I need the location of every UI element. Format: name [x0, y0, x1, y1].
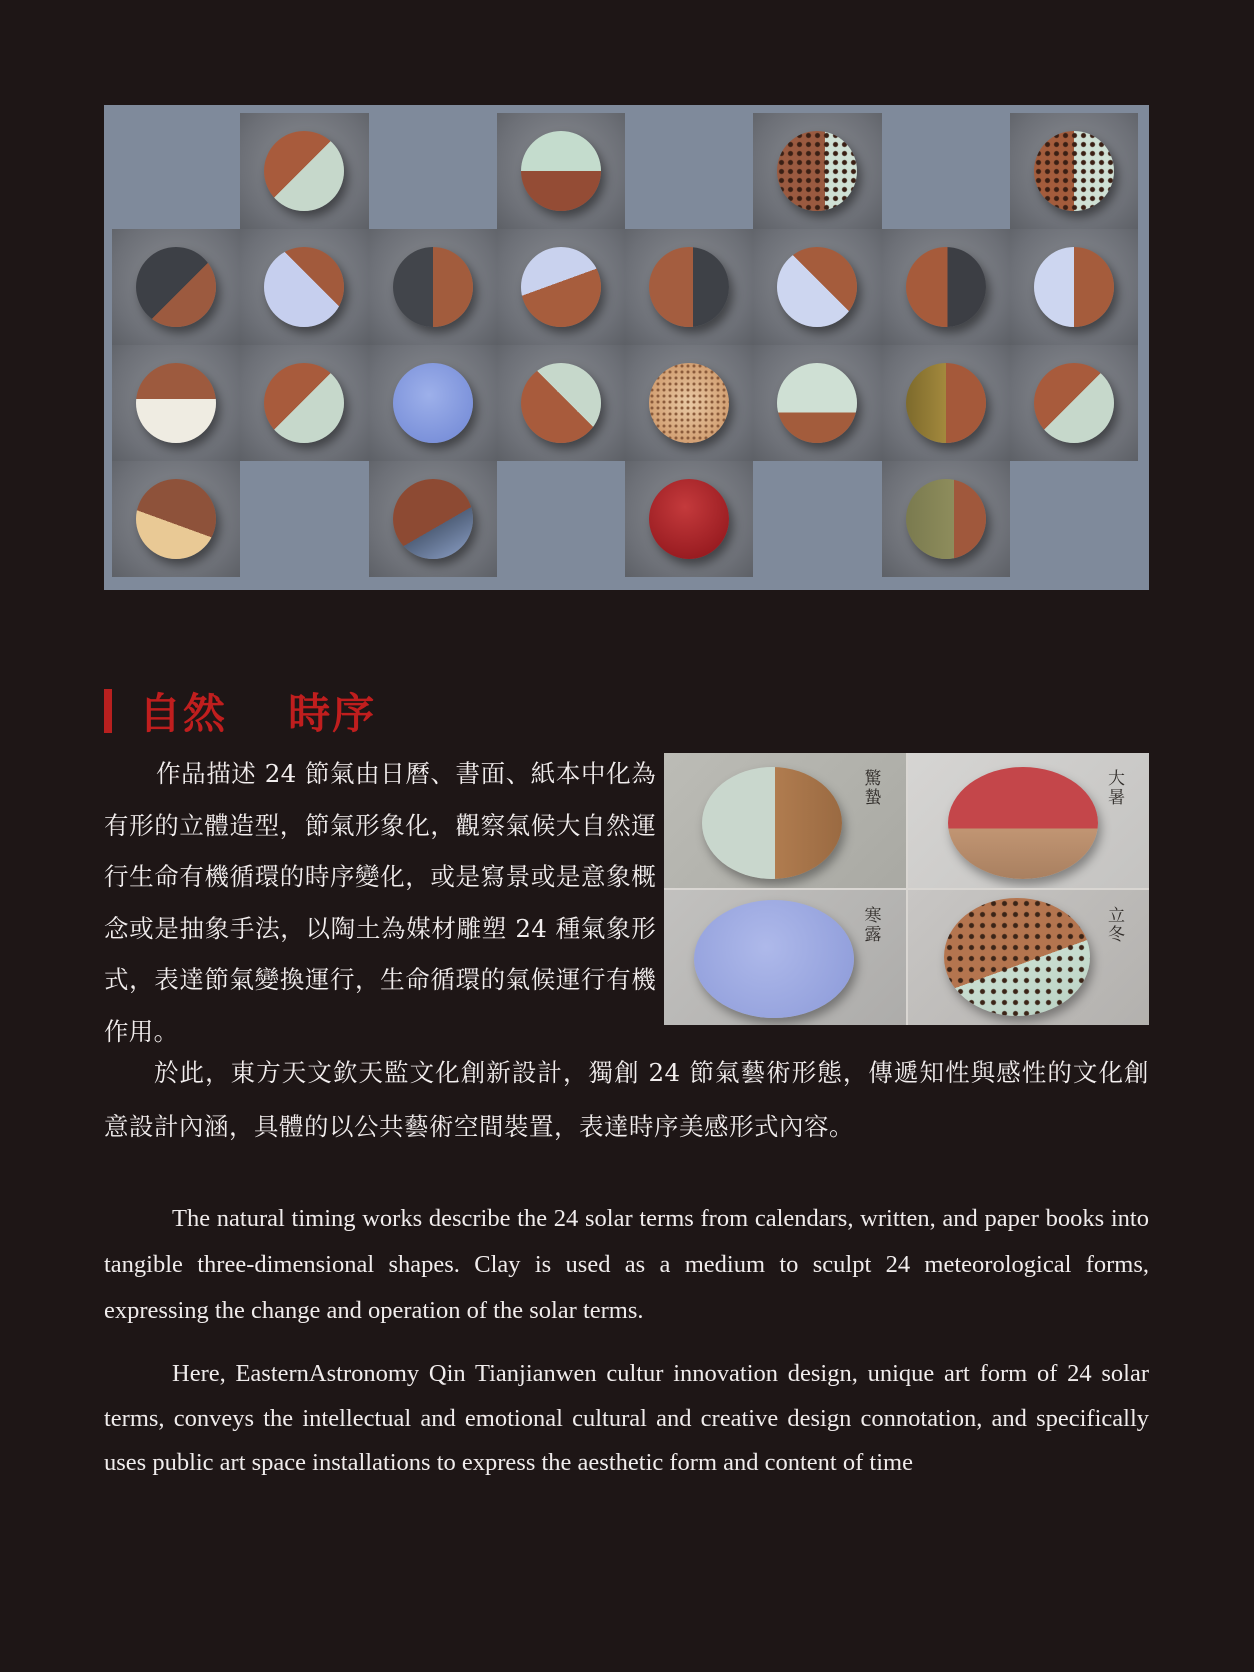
ceramic-piece — [906, 479, 986, 559]
ceramic-piece — [393, 479, 473, 559]
collage-empty-cell — [240, 461, 368, 577]
ceramic-piece — [136, 479, 216, 559]
collage-cell — [112, 229, 240, 345]
collage-cell — [240, 113, 368, 229]
ceramic-piece — [521, 247, 601, 327]
ceramic-piece — [906, 247, 986, 327]
ceramic-piece — [777, 131, 857, 211]
collage-cell — [625, 229, 753, 345]
collage-empty-cell — [112, 113, 240, 229]
ceramic-piece — [521, 131, 601, 211]
collage-empty-cell — [882, 113, 1010, 229]
ceramic-piece — [649, 479, 729, 559]
label-dashu: 大暑 — [1104, 769, 1124, 807]
heading-accent-bar — [104, 689, 112, 733]
photo-cell-lidong — [908, 890, 1150, 1025]
ceramic-piece — [944, 898, 1090, 1016]
collage-cell — [497, 229, 625, 345]
zh-paragraph-1: 作品描述 24 節氣由日曆、書面、紙本中化為有形的立體造型，節氣形象化，觀察氣候大自然運行生命有機循環的時序變化，或是寫景或是意象概念或是抽象手法，以陶土為媒材雕塑 24 種氣象形式，表達節氣變換運行，生命循環的氣候運行有機作用。 — [104, 759, 656, 1046]
collage-cell — [112, 461, 240, 577]
ceramics-collage — [104, 105, 1149, 590]
en-paragraph-1: The natural timing works describe the 24 solar terms from calendars, written, and paper books into tangible three-dimensional shapes. Clay is used as a medium to sculpt 24 meteorological forms, expressing the change and operation of the solar terms. — [104, 1205, 1149, 1324]
ceramic-piece — [136, 247, 216, 327]
ceramic-piece — [777, 247, 857, 327]
ceramic-piece — [1034, 247, 1114, 327]
collage-cell — [369, 229, 497, 345]
collage-cell — [1010, 229, 1138, 345]
collage-cell — [625, 461, 753, 577]
en-paragraph-2: Here, EasternAstronomy Qin Tianjianwen cultur innovation design, unique art form of 24 solar terms, conveys the intellectual and emotional cultural and creative design connotation, and specifically uses public art space installations to express the aesthetic form and content of time — [104, 1360, 1149, 1476]
collage-empty-cell — [497, 461, 625, 577]
ceramic-piece — [649, 247, 729, 327]
collage-cell — [625, 345, 753, 461]
section-title: 自然 時序 — [139, 689, 377, 738]
collage-cell — [1010, 113, 1138, 229]
ceramic-piece — [521, 363, 601, 443]
ceramic-piece — [264, 247, 344, 327]
solar-terms-photo — [664, 753, 1149, 1025]
ceramic-piece — [264, 131, 344, 211]
collage-empty-cell — [369, 113, 497, 229]
ceramic-piece — [649, 363, 729, 443]
collage-empty-cell — [753, 461, 881, 577]
collage-cell — [369, 461, 497, 577]
ceramic-piece — [777, 363, 857, 443]
collage-cell — [882, 461, 1010, 577]
collage-cell — [882, 229, 1010, 345]
collage-cell — [753, 229, 881, 345]
collage-cell — [882, 345, 1010, 461]
section-heading — [104, 686, 376, 736]
collage-cell — [240, 345, 368, 461]
photo-cell-jingzhe — [664, 753, 906, 888]
collage-cell — [1010, 345, 1138, 461]
collage-cell — [240, 229, 368, 345]
collage-cell — [497, 113, 625, 229]
collage-empty-cell — [625, 113, 753, 229]
label-jingzhe: 驚蟄 — [860, 769, 881, 807]
ceramic-piece — [393, 363, 473, 443]
ceramic-piece — [906, 363, 986, 443]
collage-cell — [753, 113, 881, 229]
collage-cell — [753, 345, 881, 461]
photo-cell-hanlu — [664, 890, 906, 1025]
photo-cell-dashu — [908, 753, 1150, 888]
collage-cell — [497, 345, 625, 461]
ceramic-piece — [694, 900, 854, 1018]
label-hanlu: 寒露 — [860, 906, 881, 944]
ceramic-piece — [393, 247, 473, 327]
collage-cell — [369, 345, 497, 461]
collage-grid — [112, 113, 1138, 577]
ceramic-piece — [702, 767, 842, 879]
ceramic-piece — [136, 363, 216, 443]
zh-paragraph-2: 於此，東方天文欽天監文化創新設計，獨創 24 節氣藝術形態，傳遞知性與感性的文化創意設計內涵，具體的以公共藝術空間裝置，表達時序美感形式內容。 — [104, 1058, 1149, 1141]
ceramic-piece — [264, 363, 344, 443]
collage-cell — [112, 345, 240, 461]
ceramic-piece — [1034, 363, 1114, 443]
label-lidong: 立冬 — [1104, 906, 1124, 944]
ceramic-piece — [1034, 131, 1114, 211]
collage-empty-cell — [1010, 461, 1138, 577]
ceramic-piece — [948, 767, 1098, 879]
